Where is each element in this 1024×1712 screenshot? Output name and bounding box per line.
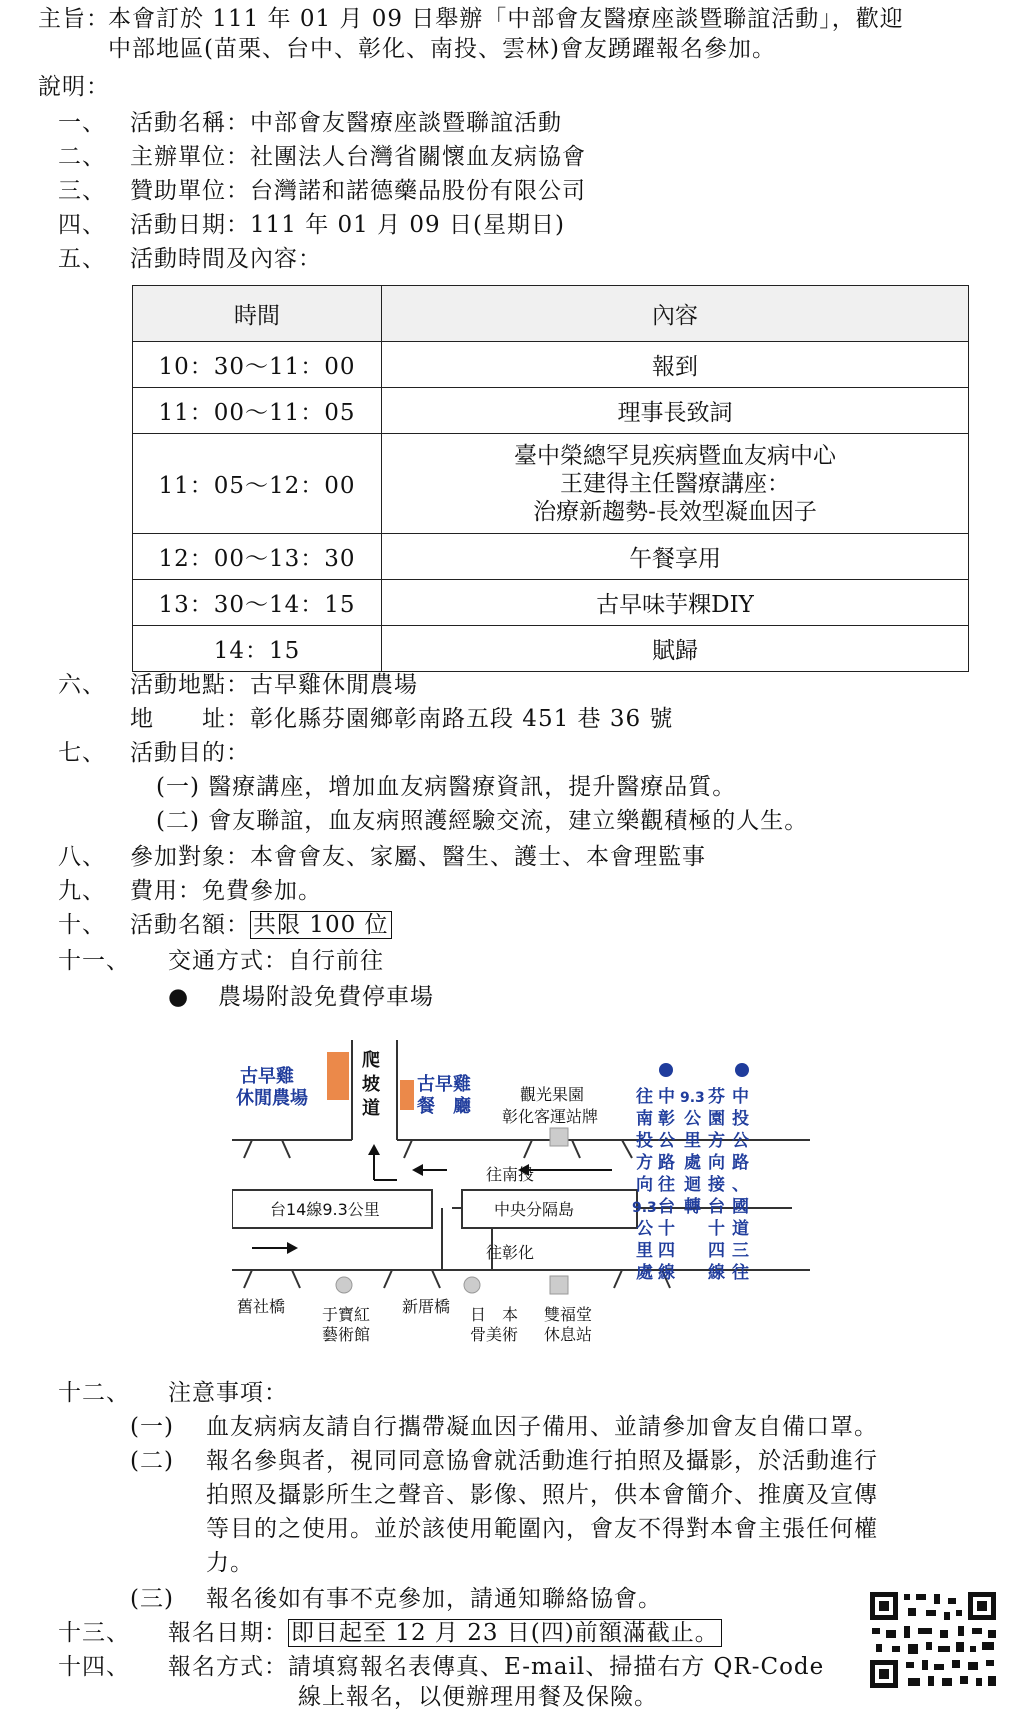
item-6-address: 地 址：彰化縣芬園鄉彰南路五段 451 巷 36 號 — [130, 706, 674, 732]
svg-text:道: 道 — [732, 1219, 749, 1239]
schedule-header-content: 內容 — [382, 286, 969, 342]
item-7-num: 七、 — [58, 740, 106, 766]
note-2-line-1: 報名參與者，視同同意協會就活動進行拍照及攝影，於活動進行 — [206, 1448, 878, 1474]
item-11-bullet: 農場附設免費停車場 — [218, 984, 434, 1010]
item-12-num: 十二、 — [58, 1380, 130, 1406]
map-restaurant-2: 餐 廳 — [417, 1096, 471, 1117]
svg-text:公: 公 — [636, 1219, 653, 1239]
schedule-time: 14：15 — [133, 626, 382, 672]
item-10-num: 十、 — [58, 912, 106, 938]
item-3-text: 贊助單位：台灣諾和諾德藥品股份有限公司 — [130, 178, 586, 204]
map-orchard: 觀光果園 — [520, 1085, 585, 1104]
schedule-header-time: 時間 — [133, 286, 382, 342]
svg-text:往: 往 — [658, 1175, 675, 1195]
item-8-text: 參加對象：本會會友、家屬、醫生、護士、本會理監事 — [130, 844, 706, 870]
item-7-sub-1: (一) 醫療講座，增加血友病醫療資訊，提升醫療品質。 — [156, 774, 737, 800]
map-to-changhua: 往彰化 — [486, 1243, 535, 1262]
item-13-line — [168, 1618, 722, 1648]
schedule-time: 11：00～11：05 — [133, 388, 382, 434]
item-6-text: 活動地點：古早雞休閒農場 — [130, 672, 418, 698]
svg-text:路: 路 — [732, 1153, 749, 1173]
map-jp-1: 日 本 — [470, 1305, 519, 1324]
note-1-num: (一) — [130, 1414, 174, 1440]
svg-text:路: 路 — [658, 1153, 675, 1173]
item-11-num: 十一、 — [58, 948, 130, 974]
table-row — [133, 580, 969, 626]
item-9-text: 費用：免費參加。 — [130, 878, 322, 904]
svg-text:投: 投 — [732, 1109, 749, 1129]
svg-text:處: 處 — [636, 1263, 653, 1283]
item-9-num: 九、 — [58, 878, 106, 904]
map-bus-stop: 彰化客運站牌 — [502, 1107, 599, 1126]
item-5-num: 五、 — [58, 246, 106, 272]
svg-text:公: 公 — [658, 1131, 675, 1151]
map-art-1: 于寶紅 — [322, 1305, 371, 1324]
schedule-content: 賦歸 — [382, 626, 969, 672]
svg-text:9.3: 9.3 — [632, 1200, 657, 1216]
item-2-num: 二、 — [58, 144, 106, 170]
subject-line-1: 本會訂於 111 年 01 月 09 日舉辦「中部會友醫療座談暨聯誼活動」，歡迎 — [108, 6, 904, 32]
svg-text:線: 線 — [658, 1263, 675, 1283]
note-1-text: 血友病病友請自行攜帶凝血因子備用、並請參加會友自備口罩。 — [206, 1414, 878, 1440]
note-2-line-2: 拍照及攝影所生之聲音、影像、照片，供本會簡介、推廣及宣傳 — [206, 1482, 878, 1508]
table-row — [133, 342, 969, 388]
item-7-text: 活動目的： — [130, 740, 250, 766]
map-rest-1: 雙福堂 — [544, 1305, 593, 1324]
map-farm-2: 休閒農場 — [236, 1088, 308, 1109]
item-1-num: 一、 — [58, 110, 106, 136]
note-2-line-4: 力。 — [206, 1550, 254, 1576]
svg-text:向: 向 — [636, 1175, 653, 1195]
svg-text:中: 中 — [732, 1087, 749, 1107]
svg-text:四: 四 — [658, 1241, 675, 1261]
svg-text:方: 方 — [708, 1131, 725, 1151]
map-divider: 中央分隔島 — [494, 1200, 575, 1219]
svg-text:國: 國 — [732, 1197, 749, 1217]
deadline-box: 即日起至 12 月 23 日(四)前額滿截止。 — [288, 1619, 722, 1647]
map-bridge-old: 舊社橋 — [237, 1297, 286, 1316]
lecture-line-3: 治療新趨勢-長效型凝血因子 — [533, 498, 817, 525]
schedule-content-lecture — [382, 434, 969, 534]
item-14-text-2: 線上報名，以便辦理用餐及保險。 — [298, 1684, 658, 1710]
svg-text:公: 公 — [732, 1131, 749, 1151]
svg-text:往: 往 — [636, 1087, 653, 1107]
schedule-content: 午餐享用 — [382, 534, 969, 580]
svg-text:芬: 芬 — [708, 1087, 725, 1107]
svg-text:9.3: 9.3 — [680, 1090, 705, 1106]
map-restaurant: 古早雞 — [417, 1074, 471, 1095]
item-2-text: 主辦單位：社團法人台灣省關懷血友病協會 — [130, 144, 586, 170]
svg-text:三: 三 — [732, 1241, 749, 1261]
svg-text:迴: 迴 — [684, 1175, 701, 1195]
svg-text:四: 四 — [708, 1241, 725, 1261]
item-3-num: 三、 — [58, 178, 106, 204]
svg-text:中: 中 — [658, 1087, 675, 1107]
item-10-line — [130, 910, 392, 940]
item-4-text: 活動日期：111 年 01 月 09 日(星期日) — [130, 212, 565, 238]
item-6-num: 六、 — [58, 672, 106, 698]
item-13-num: 十三、 — [58, 1620, 130, 1646]
map-slope-3: 道 — [362, 1098, 380, 1119]
note-2-line-3: 等目的之使用。並於該使用範圍內，會友不得對本會主張任何權 — [206, 1516, 878, 1542]
svg-text:往: 往 — [732, 1263, 749, 1283]
map-rest-2: 休息站 — [544, 1325, 593, 1344]
item-5-text: 活動時間及內容： — [130, 246, 322, 272]
item-7-sub-2: (二) 會友聯誼，血友病照護經驗交流，建立樂觀積極的人生。 — [156, 808, 809, 834]
note-2-num: (二) — [130, 1448, 174, 1474]
svg-text:轉: 轉 — [684, 1197, 701, 1217]
item-4-num: 四、 — [58, 212, 106, 238]
map-vertical-columns — [632, 1086, 749, 1283]
lecture-line-1: 臺中榮總罕見疾病暨血友病中心 — [514, 442, 836, 469]
map-jp-2: 骨美術 — [470, 1325, 519, 1344]
subject-line-2: 中部地區(苗栗、台中、彰化、南投、雲林)會友踴躍報名參加。 — [108, 36, 776, 62]
item-14-text: 報名方式：請填寫報名表傳真、E-mail、掃描右方 QR-Code — [168, 1654, 825, 1680]
qr-code[interactable] — [868, 1590, 1000, 1690]
svg-text:接: 接 — [708, 1175, 725, 1195]
lecture-line-2: 王建得主任醫療講座： — [560, 470, 790, 497]
item-11-text: 交通方式：自行前往 — [168, 948, 384, 974]
table-row — [133, 434, 969, 534]
map-slope-1: 爬 — [362, 1050, 380, 1071]
svg-text:線: 線 — [708, 1263, 725, 1283]
schedule-time: 11：05～12：00 — [133, 434, 382, 534]
svg-text:台: 台 — [658, 1197, 675, 1217]
item-8-num: 八、 — [58, 844, 106, 870]
svg-text:園: 園 — [708, 1109, 725, 1129]
explain-label: 說明： — [38, 74, 110, 100]
svg-text:十: 十 — [658, 1219, 675, 1239]
svg-text:十: 十 — [708, 1219, 725, 1239]
svg-text:方: 方 — [636, 1153, 653, 1173]
map-slope-2: 坡 — [362, 1074, 380, 1095]
item-10-text: 活動名額： — [130, 912, 250, 938]
schedule-table — [132, 285, 969, 672]
schedule-time: 13：30～14：15 — [133, 580, 382, 626]
svg-text:南: 南 — [636, 1109, 653, 1129]
quota-box: 共限 100 位 — [250, 911, 392, 939]
svg-text:、: 、 — [732, 1175, 749, 1195]
map-farm: 古早雞 — [240, 1066, 294, 1087]
item-12-text: 注意事項： — [168, 1380, 288, 1406]
svg-text:彰: 彰 — [658, 1109, 675, 1129]
schedule-content: 報到 — [382, 342, 969, 388]
schedule-content: 古早味芋粿DIY — [382, 580, 969, 626]
location-map — [232, 1040, 810, 1375]
schedule-time: 12：00～13：30 — [133, 534, 382, 580]
svg-text:向: 向 — [708, 1153, 725, 1173]
subject-label: 主旨： — [38, 6, 110, 32]
note-3-num: (三) — [130, 1586, 174, 1612]
svg-text:公: 公 — [684, 1109, 701, 1129]
schedule-content: 理事長致詞 — [382, 388, 969, 434]
item-14-num: 十四、 — [58, 1654, 130, 1680]
item-1-text: 活動名稱：中部會友醫療座談暨聯誼活動 — [130, 110, 562, 136]
svg-text:台: 台 — [708, 1197, 725, 1217]
map-art-2: 藝術館 — [322, 1325, 371, 1344]
bullet-dot: ● — [168, 984, 190, 1010]
item-13-text: 報名日期： — [168, 1620, 288, 1646]
map-tai14: 台14線9.3公里 — [270, 1200, 380, 1219]
map-to-nantou: 往南投 — [486, 1165, 535, 1184]
svg-text:里: 里 — [636, 1241, 653, 1261]
table-row — [133, 534, 969, 580]
svg-text:投: 投 — [636, 1131, 653, 1151]
table-row — [133, 626, 969, 672]
table-row — [133, 388, 969, 434]
map-bridge-new: 新厝橋 — [402, 1297, 451, 1316]
schedule-time: 10：30～11：00 — [133, 342, 382, 388]
note-3-text: 報名後如有事不克參加，請通知聯絡協會。 — [206, 1586, 662, 1612]
svg-text:處: 處 — [684, 1153, 701, 1173]
svg-text:里: 里 — [684, 1131, 701, 1151]
